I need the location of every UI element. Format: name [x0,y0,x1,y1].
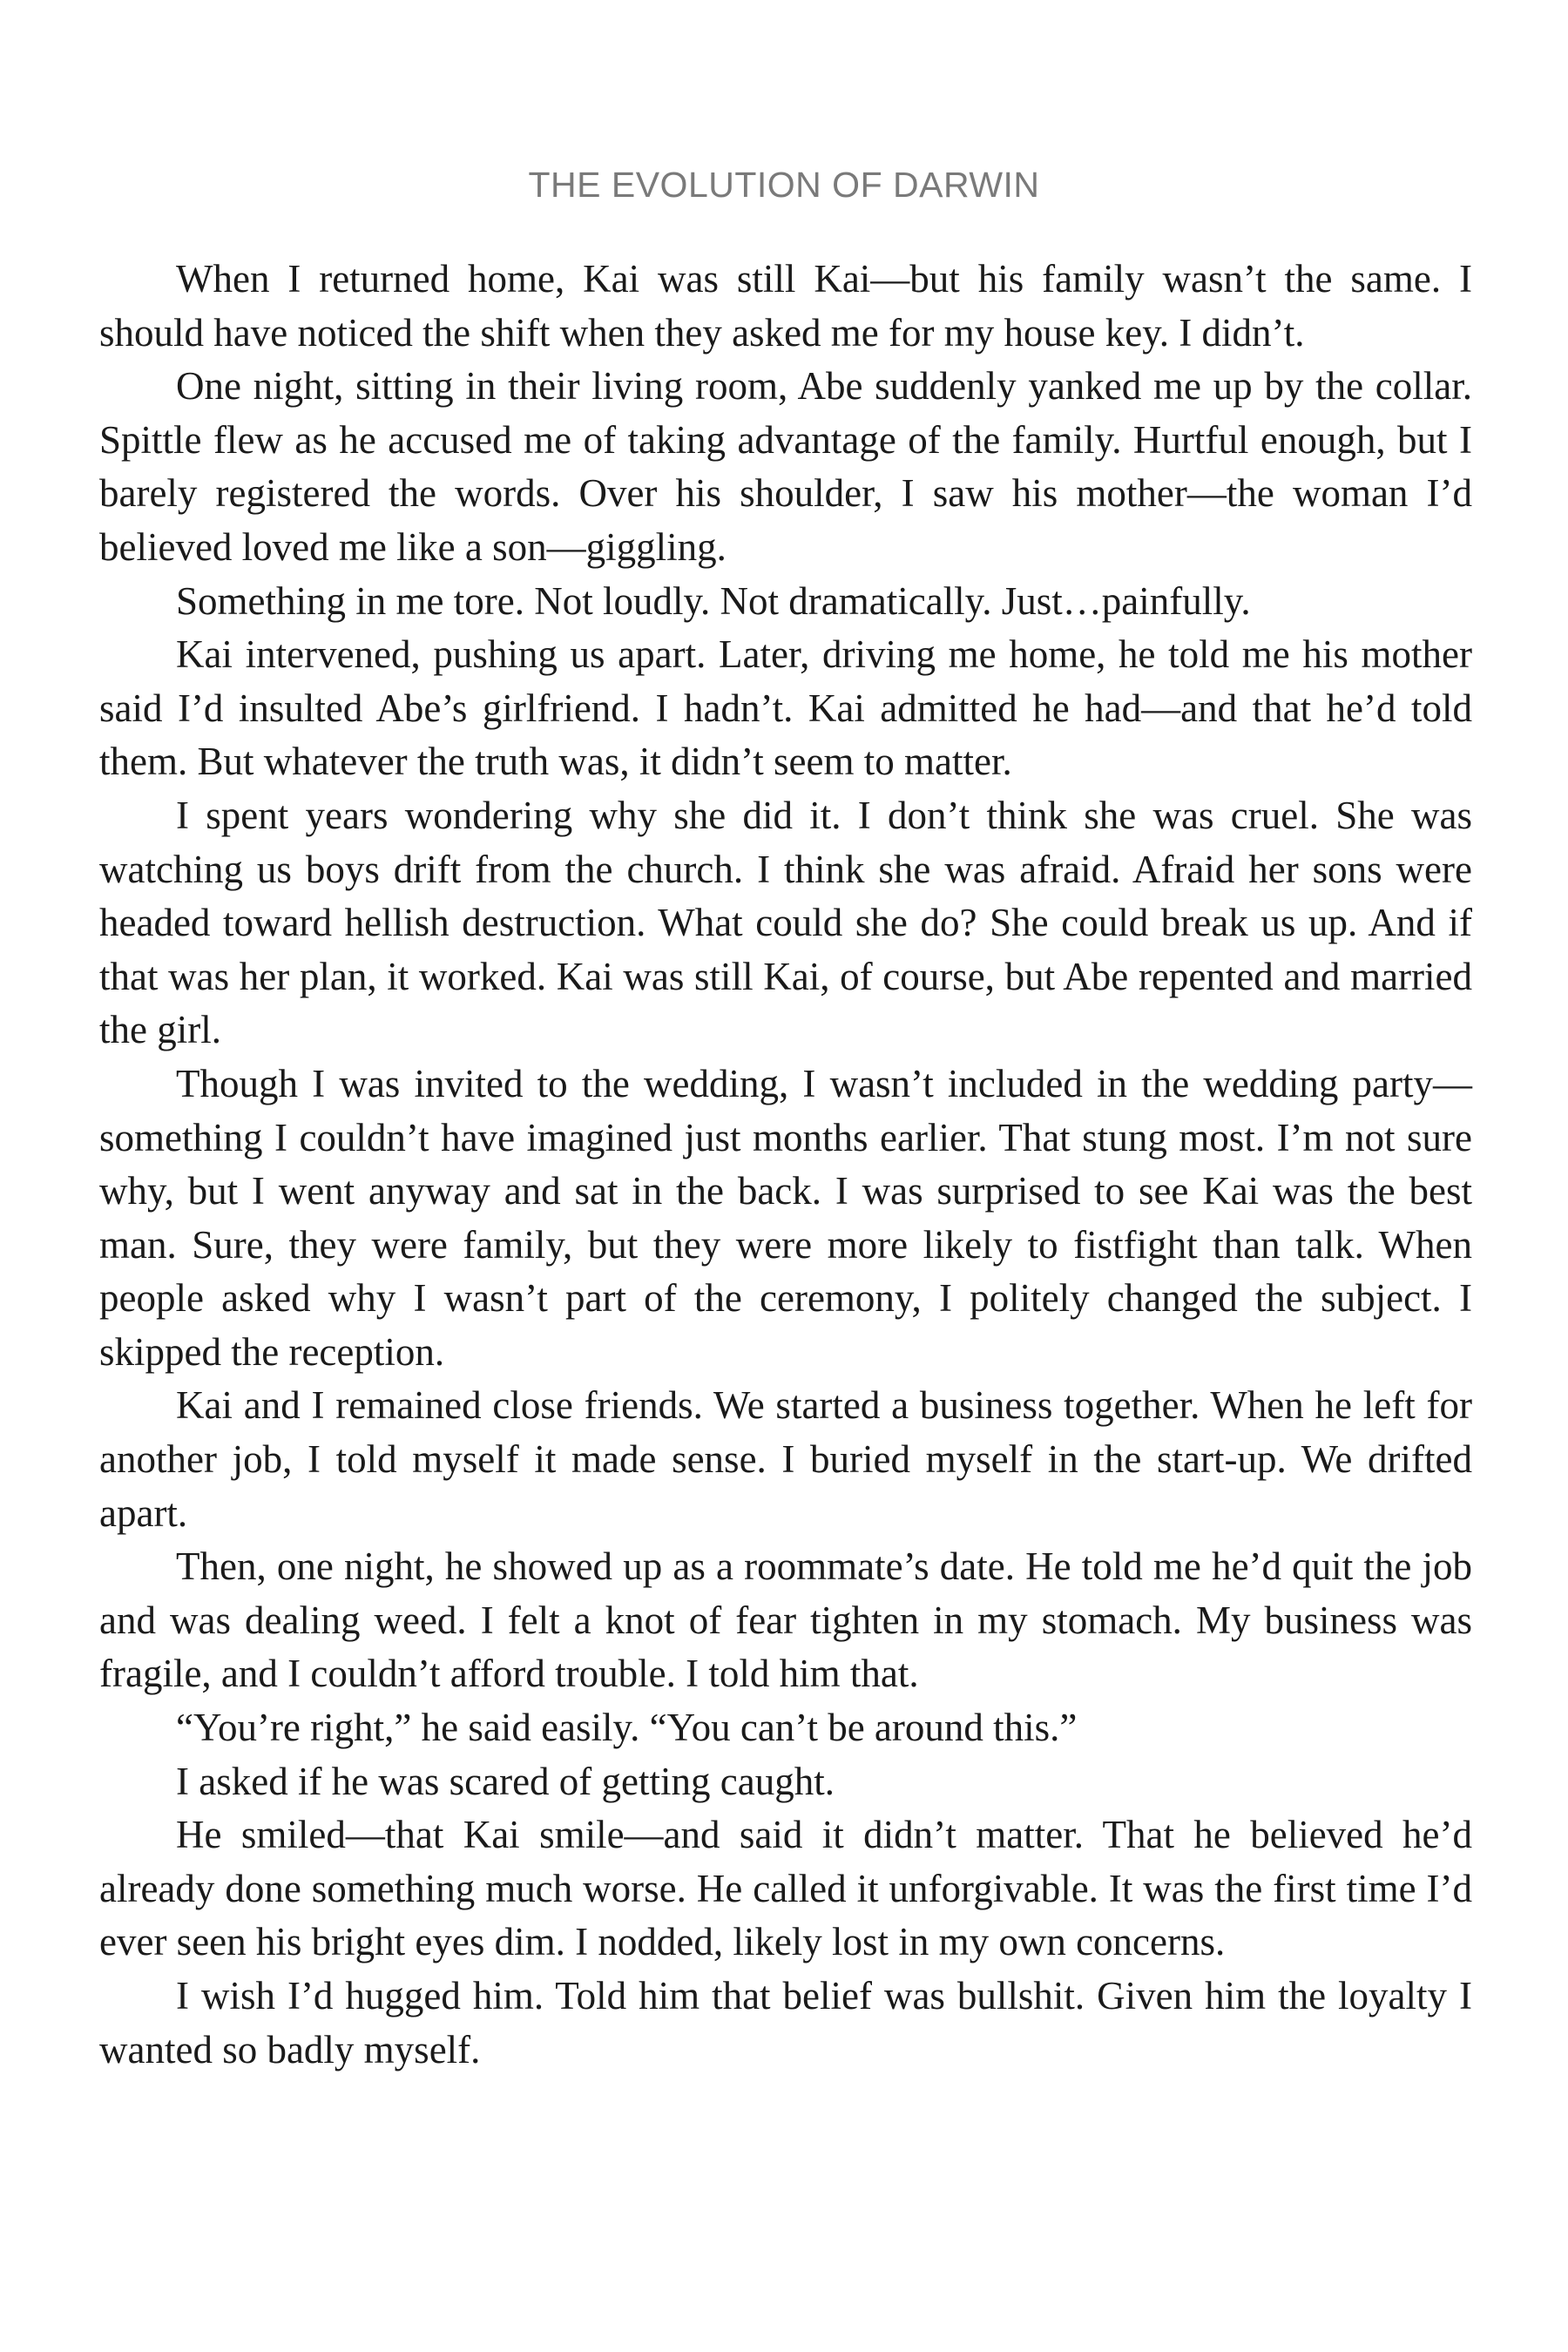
paragraph: I spent years wondering why she did it. I don’t think she was cruel. She was watching us boys drift from the church. I think she was afraid. Afraid her sons were headed toward hellish destruction. What could she do? She could break us up. And if that was her plan, it worked. Kai was still Kai, of course, but Abe repented and married the girl. [99,793,1472,1052]
running-head: THE EVOLUTION OF DARWIN [528,165,1040,205]
paragraph: He smiled—that Kai smile—and said it didn’t matter. That he believed he’d already done something much worse. He called it unforgivable. It was the first time I’d ever seen his bright eyes dim. I nodded, likely lost in my own concerns. [99,1813,1472,1964]
body-text [99,253,1472,2077]
paragraph: Though I was invited to the wedding, I wasn’t included in the wedding party—something I couldn’t have imagined just months earlier. That stung most. I’m not sure why, but I went anyway and sat in the back. I was surprised to see Kai was the best man. Sure, they were family, but they were more likely to fistfight than talk. When people asked why I wasn’t part of the ceremony, I politely changed the subject. I skipped the reception. [99,1061,1472,1374]
paragraph: Then, one night, he showed up as a roommate’s date. He told me he’d quit the job and was dealing weed. I felt a knot of fear tighten in my stomach. My business was fragile, and I couldn’t afford trouble. I told him that. [99,1544,1472,1696]
paragraph: “You’re right,” he said easily. “You can’t be around this.” [176,1706,1078,1750]
paragraph: One night, sitting in their living room, Abe suddenly yanked me up by the collar. Spittle flew as he accused me of taking advantage of the family. Hurtful enough, but I barely registered the words. Over his shoulder, I saw his mother—the woman I’d believed loved me like a son—giggling. [99,364,1472,569]
paragraph: Something in me tore. Not loudly. Not dramatically. Just…painfully. [176,578,1251,623]
paragraph: Kai intervened, pushing us apart. Later, driving me home, he told me his mother said I’d insulted Abe’s girlfriend. I hadn’t. Kai admitted he had—and that he’d told them. But whatever the truth was, it didn’t seem to matter. [99,632,1472,784]
paragraph: When I returned home, Kai was still Kai—but his family wasn’t the same. I should have noticed the shift when they asked me for my house key. I didn’t. [99,257,1472,355]
paragraph: I wish I’d hugged him. Told him that belief was bullshit. Given him the loyalty I wanted so badly myself. [99,1974,1472,2072]
paragraph: I asked if he was scared of getting caught. [176,1759,835,1803]
paragraph: Kai and I remained close friends. We started a business together. When he left for another job, I told myself it made sense. I buried myself in the start-up. We drifted apart. [99,1383,1472,1535]
